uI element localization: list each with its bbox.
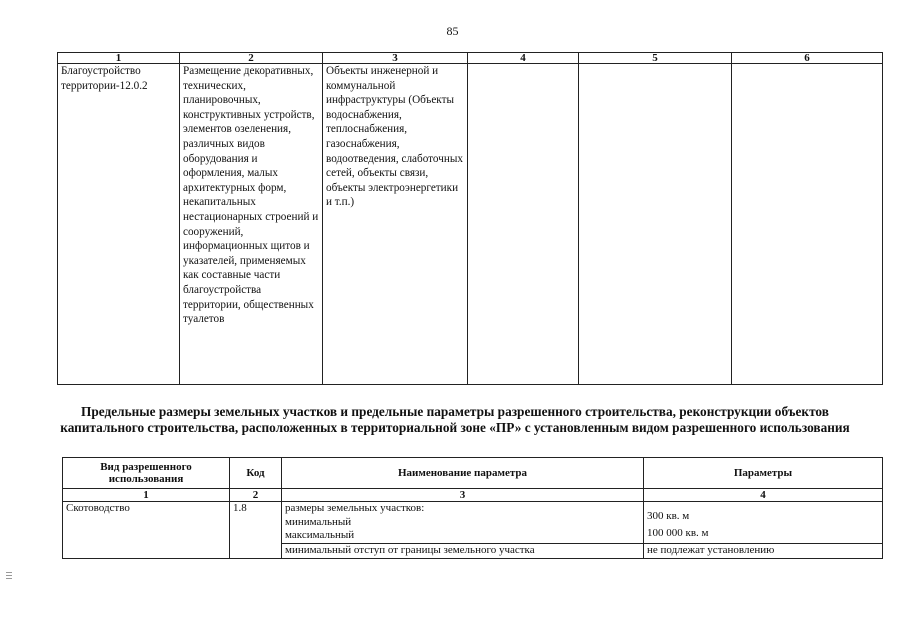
column-number: 3 — [323, 53, 468, 64]
column-number: 5 — [579, 53, 732, 64]
column-number: 4 — [468, 53, 579, 64]
code-cell: 1.8 — [230, 502, 282, 559]
empty-cell — [732, 64, 883, 385]
parameter-title: размеры земельных участков: — [285, 502, 425, 514]
table-header-row — [63, 458, 883, 489]
land-use-type-cell: Благоустройство территории-12.0.2 — [58, 64, 180, 385]
column-number: 1 — [63, 489, 230, 502]
column-number: 1 — [58, 53, 180, 64]
value-max: 100 000 кв. м — [647, 526, 709, 539]
setback-parameter-cell: минимальный отступ от границы земельного участка — [282, 543, 644, 558]
column-number: 2 — [230, 489, 282, 502]
parameter-max-label: максимальный — [285, 529, 355, 541]
setback-value-cell: не подлежат установлению — [644, 543, 883, 558]
table-row — [58, 64, 883, 385]
use-type-cell: Скотоводство — [63, 502, 230, 559]
header-code: Код — [230, 458, 282, 489]
land-use-table — [57, 52, 883, 385]
scan-edge-mark — [6, 572, 12, 573]
parameters-table — [62, 457, 883, 559]
description-cell: Размещение декоративных, технических, планировочных, конструктивных устройств, элементов озеленения, различных видов оборудования и оформления, малых архитектурных форм, некапитальных нестационарных строений и сооружений, информационных щитов и указателей, применяемых как составные части благоустройства территории, общественных туалетов — [180, 64, 323, 385]
objects-cell: Объекты инженерной и коммунальной инфраструктуры (Объекты водоснабжения, теплоснабжения, газоснабжения, водоотведения, слаботочных сетей, объекты связи, объекты электроэнергетики и т.п.) — [323, 64, 468, 385]
column-number: 2 — [180, 53, 323, 64]
parameter-cell — [282, 502, 644, 544]
value-cell — [644, 502, 883, 544]
column-number: 4 — [644, 489, 883, 502]
table-row — [63, 502, 883, 544]
parameter-min-label: минимальный — [285, 515, 352, 528]
empty-cell — [579, 64, 732, 385]
header-parameters: Параметры — [644, 458, 883, 489]
empty-cell — [468, 64, 579, 385]
header-use-type: Вид разрешенного использования — [63, 458, 230, 489]
column-number: 6 — [732, 53, 883, 64]
page-number: 85 — [446, 24, 459, 38]
header-parameter-name: Наименование параметра — [282, 458, 644, 489]
value-min: 300 кв. м — [647, 510, 690, 522]
column-number-row — [63, 489, 883, 502]
column-number: 3 — [282, 489, 644, 502]
table-header-row — [58, 53, 883, 64]
section-heading: Предельные размеры земельных участков и предельные параметры разрешенного строительства, реконструкции объектов капитального строительства, расположенных в территориальной зоне «ПР» с установленным видом разрешенного использования — [60, 404, 850, 435]
